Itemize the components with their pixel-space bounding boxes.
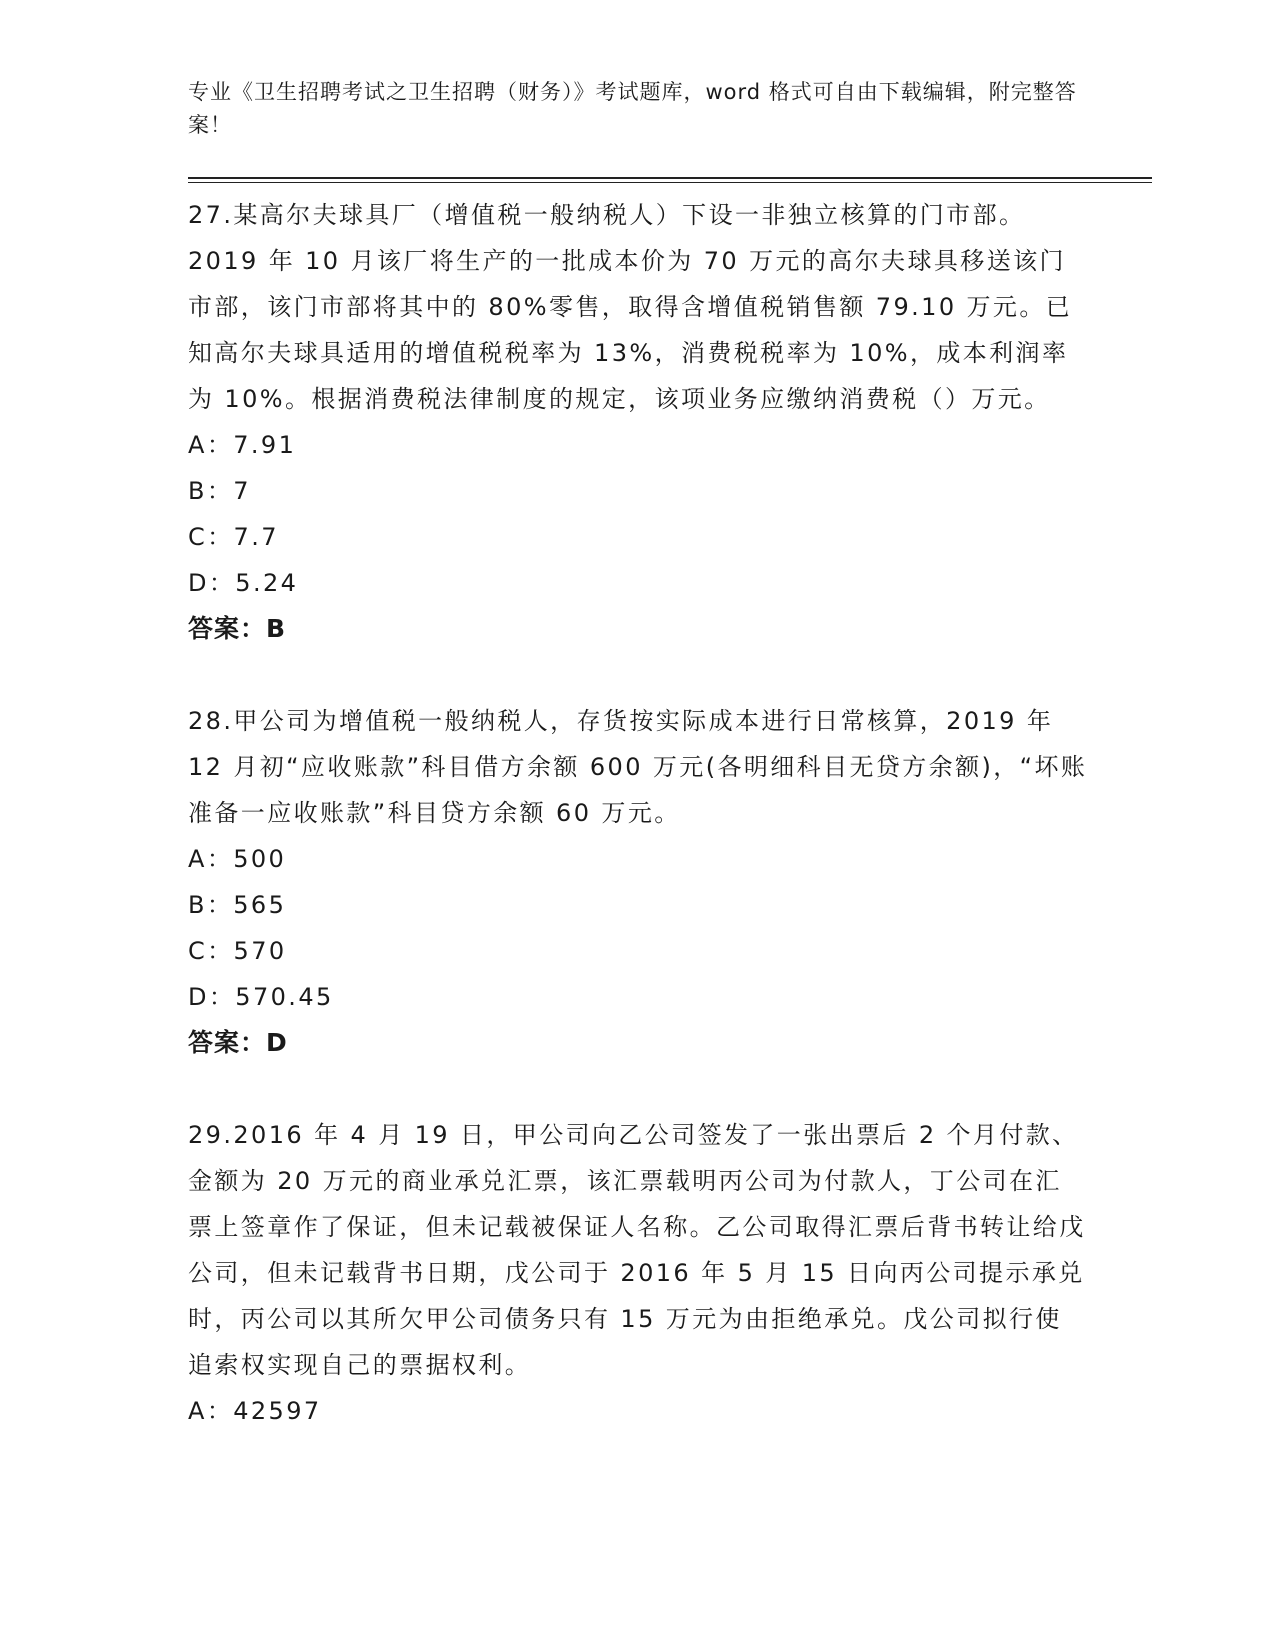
question-list	[188, 192, 1088, 1434]
question-text: 29.2016 年 4 月 19 日，甲公司向乙公司签发了一张出票后 2 个月付款、金额为 20 万元的商业承兑汇票，该汇票载明丙公司为付款人，丁公司在汇票上签章作了保证，但未记载被保证人名称。乙公司取得汇票后背书转让给戊公司，但未记载背书日期，戊公司于 2016 年 5 月 15 日向丙公司提示承兑时，丙公司以其所欠甲公司债务只有 15 万元为由拒绝承兑。戊公司拟行使追索权实现自己的票据权利。	[188, 1121, 1086, 1379]
question-29	[188, 1112, 1088, 1434]
option-a: A：42597	[188, 1397, 322, 1425]
question-28	[188, 698, 1088, 1066]
spacer	[188, 652, 1088, 698]
option-d: D：5.24	[188, 569, 299, 597]
spacer	[188, 1066, 1088, 1112]
answer: 答案：B	[188, 614, 287, 643]
document-header: 专业《卫生招聘考试之卫生招聘（财务）》考试题库，word 格式可自由下载编辑，附完整答案！	[188, 80, 1077, 137]
option-a: A：7.91	[188, 431, 297, 459]
header-rule-thick	[188, 177, 1152, 179]
answer: 答案：D	[188, 1028, 288, 1057]
header-rule-thin	[188, 182, 1152, 183]
question-text: 28.甲公司为增值税一般纳税人，存货按实际成本进行日常核算，2019 年 12 月初“应收账款”科目借方余额 600 万元(各明细科目无贷方余额)，“坏账准备一应收账款”科目贷方余额 60 万元。	[188, 707, 1088, 827]
option-d: D：570.45	[188, 983, 334, 1011]
option-b: B：7	[188, 477, 251, 505]
question-27	[188, 192, 1088, 652]
question-text: 27.某高尔夫球具厂（增值税一般纳税人）下设一非独立核算的门市部。2019 年 10 月该厂将生产的一批成本价为 70 万元的高尔夫球具移送该门市部，该门市部将其中的 80%零售，取得含增值税销售额 79.10 万元。已知高尔夫球具适用的增值税税率为 13%，消费税税率为 10%，成本利润率为 10%。根据消费税法律制度的规定，该项业务应缴纳消费税（）万元。	[188, 201, 1073, 413]
option-a: A：500	[188, 845, 287, 873]
option-b: B：565	[188, 891, 287, 919]
option-c: C：7.7	[188, 523, 279, 551]
option-c: C：570	[188, 937, 287, 965]
